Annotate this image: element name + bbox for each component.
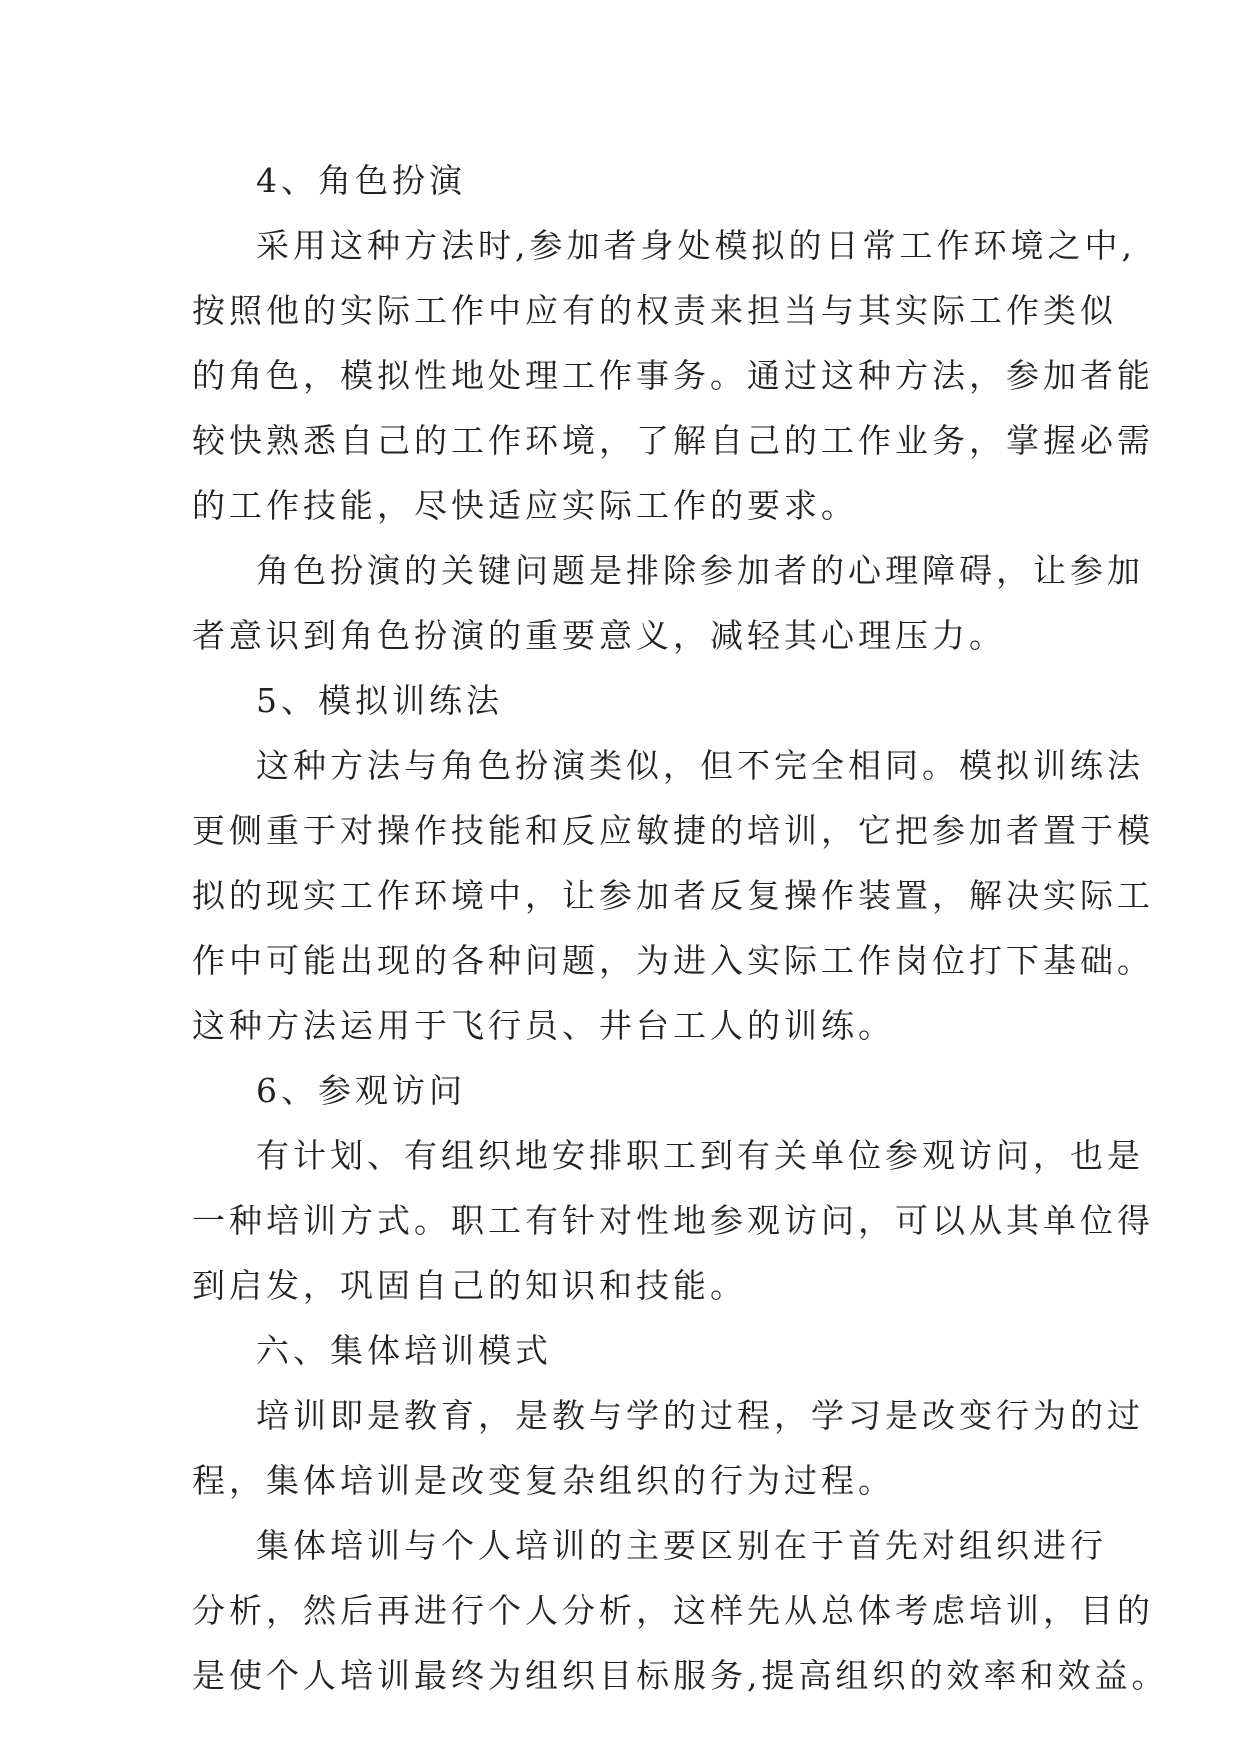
paragraph-line: 角色扮演的关键问题是排除参加者的心理障碍，让参加 [256, 551, 1144, 590]
paragraph-line: 到启发，巩固自己的知识和技能。 [192, 1266, 747, 1305]
section-heading-role-play: 4、角色扮演 [256, 161, 466, 200]
document-body [192, 148, 1169, 1708]
paragraph-line: 培训即是教育，是教与学的过程，学习是改变行为的过 [256, 1396, 1144, 1435]
paragraph-line: 的工作技能，尽快适应实际工作的要求。 [192, 486, 858, 525]
section-heading-simulation-training: 5、模拟训练法 [256, 681, 503, 720]
paragraph-line: 分析，然后再进行个人分析，这样先从总体考虑培训，目的 [192, 1591, 1154, 1630]
paragraph-line: 者意识到角色扮演的重要意义，减轻其心理压力。 [192, 616, 1006, 655]
paragraph-line: 较快熟悉自己的工作环境，了解自己的工作业务，掌握必需 [192, 421, 1154, 460]
section-heading-group-training: 六、集体培训模式 [256, 1331, 552, 1370]
paragraph-line: 集体培训与个人培训的主要区别在于首先对组织进行 [256, 1526, 1107, 1565]
paragraph-line: 的角色，模拟性地处理工作事务。通过这种方法，参加者能 [192, 356, 1154, 395]
paragraph-line: 程，集体培训是改变复杂组织的行为过程。 [192, 1461, 895, 1500]
section-heading-site-visit: 6、参观访问 [256, 1071, 466, 1110]
paragraph-line: 有计划、有组织地安排职工到有关单位参观访问，也是 [256, 1136, 1144, 1175]
paragraph-line: 一种培训方式。职工有针对性地参观访问，可以从其单位得 [192, 1201, 1154, 1240]
paragraph-line: 是使个人培训最终为组织目标服务,提高组织的效率和效益。 [192, 1656, 1169, 1695]
paragraph-line: 作中可能出现的各种问题，为进入实际工作岗位打下基础。 [192, 941, 1154, 980]
paragraph-line: 按照他的实际工作中应有的权责来担当与其实际工作类似 [192, 291, 1117, 330]
paragraph-line: 拟的现实工作环境中，让参加者反复操作装置，解决实际工 [192, 876, 1154, 915]
paragraph-line: 这种方法运用于飞行员、井台工人的训练。 [192, 1006, 895, 1045]
paragraph-line: 采用这种方法时,参加者身处模拟的日常工作环境之中, [256, 226, 1136, 265]
paragraph-line: 更侧重于对操作技能和反应敏捷的培训，它把参加者置于模 [192, 811, 1154, 850]
paragraph-line: 这种方法与角色扮演类似，但不完全相同。模拟训练法 [256, 746, 1144, 785]
